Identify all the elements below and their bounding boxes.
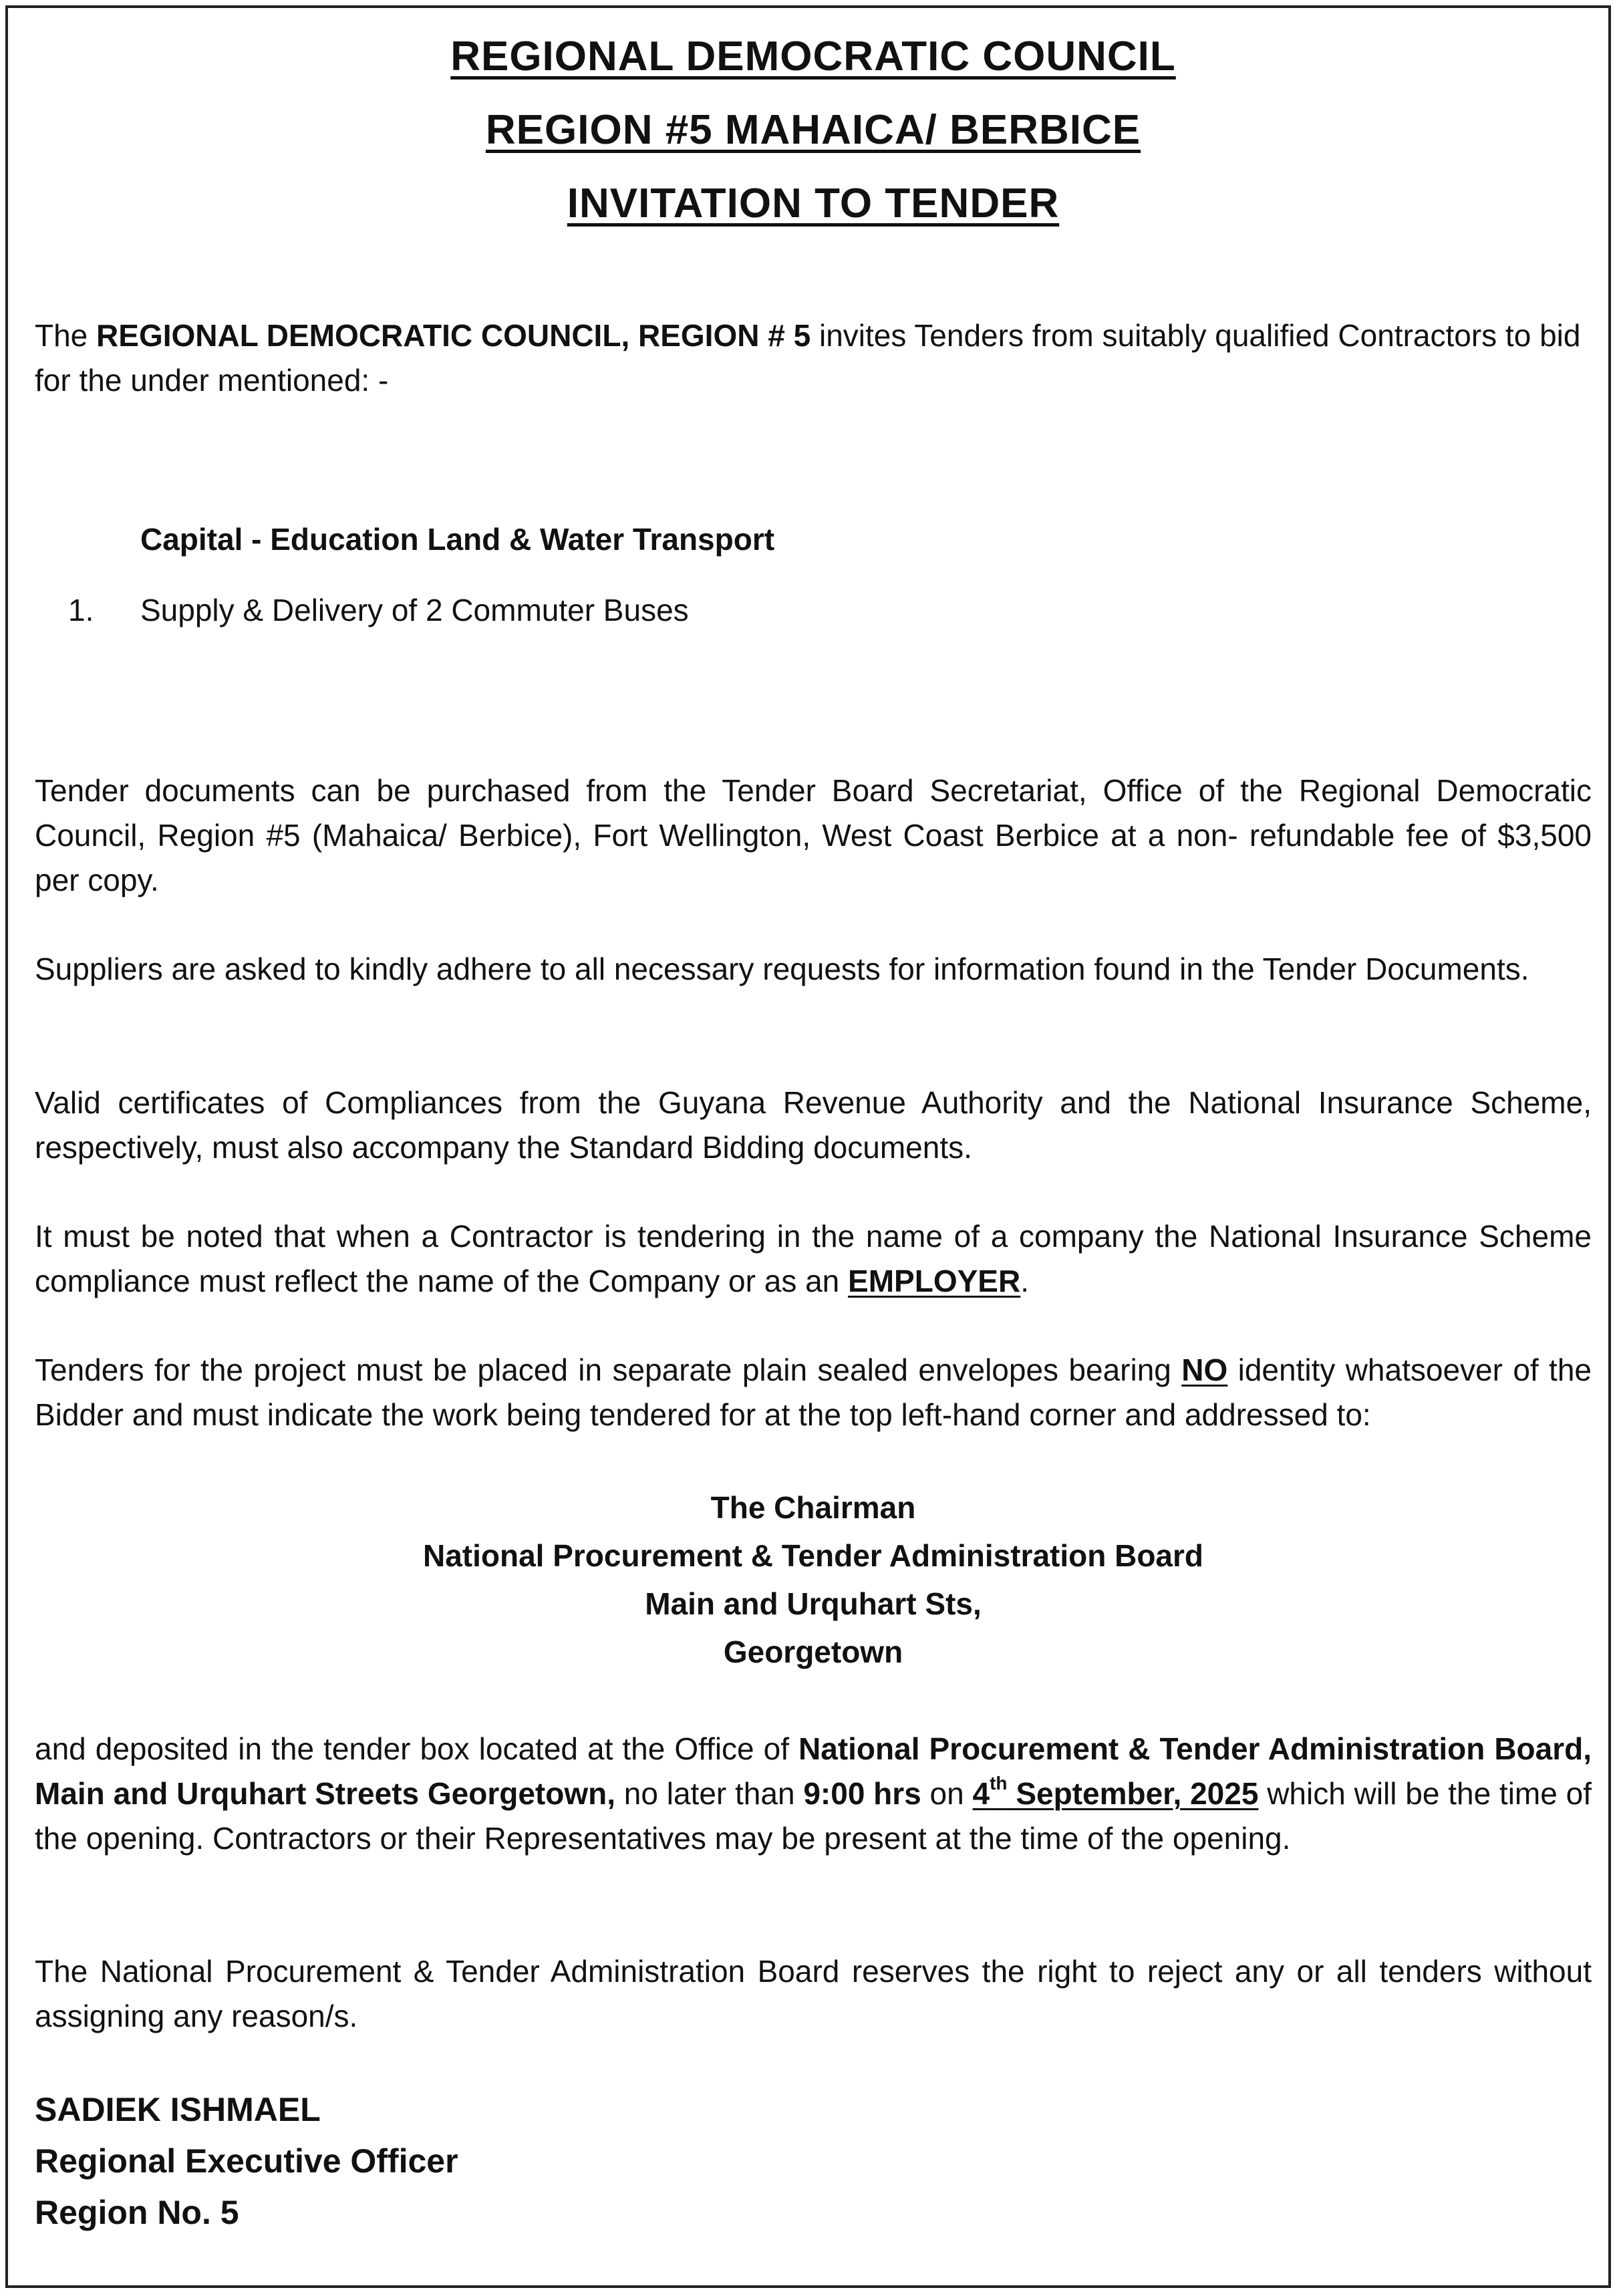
list-item — [68, 592, 689, 628]
signatory-region: Region No. 5 — [35, 2194, 239, 2231]
intro-paragraph: The REGIONAL DEMOCRATIC COUNCIL, REGION # 5 invites Tenders from suitably qualified Contractors to bid for the under mentioned: - — [35, 318, 1581, 398]
address-recipient: The Chairman — [710, 1490, 916, 1525]
deadline-date: 4th September, 2025 — [972, 1772, 1259, 1811]
signature-block — [35, 2084, 1592, 2239]
item-number: 1. — [68, 593, 94, 627]
address-city: Georgetown — [723, 1634, 903, 1669]
envelope-paragraph: Tenders for the project must be placed in separate plain sealed envelopes bearing NO identity whatsoever of the Bidder and must indicate the work being tendered for at the top left-hand corner and addressed to: — [35, 1352, 1592, 1432]
deposit-office: National Procurement & Tender Administration Board, Main and Urquhart Streets Georgetown, — [35, 1731, 1592, 1811]
address-board: National Procurement & Tender Administration Board — [422, 1538, 1204, 1573]
address-street: Main and Urquhart Sts, — [645, 1586, 982, 1621]
header-council: REGIONAL DEMOCRATIC COUNCIL — [450, 33, 1176, 80]
certificates-paragraph: Valid certificates of Compliances from the Guyana Revenue Authority and the National Insurance Scheme, respectively, must also accompany the Standard Bidding documents. — [35, 1085, 1592, 1165]
header — [35, 10, 1592, 241]
employer-emphasis: EMPLOYER — [848, 1264, 1021, 1298]
deadline-time: 9:00 hrs — [803, 1776, 921, 1811]
signatory-title: Regional Executive Officer — [35, 2142, 458, 2180]
address-block — [35, 1483, 1592, 1676]
item-text: Supply & Delivery of 2 Commuter Buses — [140, 593, 689, 627]
signatory-name: SADIEK ISHMAEL — [35, 2091, 321, 2128]
header-invitation: INVITATION TO TENDER — [567, 180, 1060, 227]
purchase-paragraph: Tender documents can be purchased from the Tender Board Secretariat, Office of the Regional Democratic Council, Region #5 (Mahaica/ Berbice), Fort Wellington, West Coast Berbice at a non- refundable fee of $3,500 per copy. — [35, 773, 1592, 897]
header-region: REGION #5 MAHAICA/ BERBICE — [485, 107, 1141, 153]
no-emphasis: NO — [1181, 1352, 1228, 1387]
deposit-paragraph: and deposited in the tender box located at the Office of National Procurement & Tender Administration Board, Main and Urquhart Streets Georgetown, no later than 9:00 hrs on 4th September, 2025 which will be the time of the opening. Contractors or their Representatives may be present at the time of the opening. — [35, 1731, 1592, 1856]
nis-paragraph: It must be noted that when a Contractor is tendering in the name of a company the National Insurance Scheme compliance must reflect the name of the Company or as an EMPLOYER. — [35, 1219, 1592, 1298]
council-name: REGIONAL DEMOCRATIC COUNCIL, REGION # 5 — [96, 318, 811, 353]
reserve-paragraph: The National Procurement & Tender Administration Board reserves the right to reject any or all tenders without assigning any reason/s. — [35, 1954, 1592, 2033]
lot-title: Capital - Education Land & Water Transport — [140, 522, 775, 557]
adhere-paragraph: Suppliers are asked to kindly adhere to all necessary requests for information found in the Tender Documents. — [35, 952, 1529, 986]
